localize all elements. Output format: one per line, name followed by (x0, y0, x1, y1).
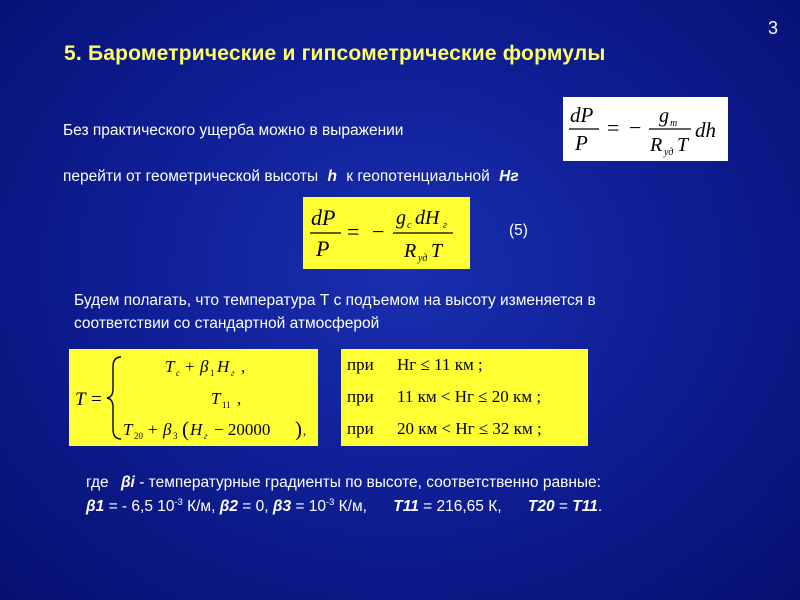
condition-1: Hг ≤ 11 км ; (397, 355, 483, 374)
beta-1-unit: К/м, (187, 498, 216, 516)
formula-dp-dh-svg (563, 97, 728, 161)
t20-reference: T11 (572, 498, 598, 516)
svg-text:T: T (165, 357, 175, 376)
beta-3-exponent: -3 (326, 497, 335, 507)
svg-text:dP: dP (311, 205, 336, 230)
svg-text:г: г (231, 368, 235, 378)
t20-symbol: T20 (527, 498, 555, 516)
slide-number: 3 (767, 18, 778, 38)
svg-text:г: г (204, 431, 208, 441)
conditions-box (341, 349, 588, 446)
svg-text:dP: dP (570, 103, 594, 127)
condition-3: 20 км < Hг ≤ 32 км ; (397, 419, 542, 438)
svg-text:dH: dH (415, 207, 440, 229)
svg-text:11: 11 (222, 400, 231, 410)
formula-dp-dh (563, 97, 728, 161)
svg-text:,: , (237, 389, 242, 408)
beta-i-symbol: βi (120, 474, 135, 491)
svg-text:β: β (163, 420, 172, 439)
condition-word-1: при (347, 355, 374, 374)
slide-title: 5. Барометрические и гипсометрические формулы (64, 42, 606, 65)
footnote-line-2 (86, 497, 602, 516)
svg-text:уд: уд (418, 253, 428, 264)
intro-line-2-mid: к геопотенциальной (346, 168, 490, 185)
beta-1-value: = - 6,5 10 (108, 498, 175, 516)
intro-line-2 (63, 168, 519, 186)
beta-3-value: = 10 (295, 498, 327, 516)
formula-piecewise-t (69, 349, 318, 446)
formula-5 (303, 197, 470, 269)
svg-text:c: c (407, 220, 412, 231)
svg-text:1: 1 (210, 368, 215, 378)
svg-text:T: T (431, 240, 443, 262)
svg-text:H: H (217, 357, 230, 376)
svg-text:=: = (607, 115, 620, 140)
condition-2: 11 км < Hг ≤ 20 км ; (397, 387, 542, 406)
intro-line-2-start: перейти от геометрической высоты (63, 168, 319, 185)
svg-text:): ) (295, 417, 302, 441)
svg-text:c: c (176, 368, 180, 378)
svg-text:=: = (347, 219, 360, 244)
equation-number-5: (5) (509, 222, 528, 239)
svg-text:=: = (91, 389, 102, 410)
intro-line-1: Без практического ущерба можно в выражении (63, 122, 404, 139)
svg-text:(: ( (182, 417, 189, 441)
svg-text:m: m (670, 118, 678, 129)
t20-equals: = (558, 498, 568, 516)
assumption-line-2: соответствии со стандартной атмосферой (74, 315, 380, 332)
svg-text:P: P (575, 131, 588, 155)
svg-text:R: R (650, 134, 663, 156)
beta-2-symbol: β2 (219, 498, 238, 516)
t11-symbol: T11 (393, 498, 419, 516)
svg-text:g: g (659, 105, 669, 127)
beta-1-symbol: β1 (86, 498, 105, 516)
svg-text:− 20000: − 20000 (214, 420, 271, 439)
svg-text:T: T (677, 134, 689, 156)
formula-piecewise-t-svg (69, 349, 318, 446)
footnote-description: - температурные градиенты по высоте, соответственно равные: (139, 474, 601, 491)
svg-text:P: P (316, 236, 330, 261)
beta-3-symbol: β3 (272, 498, 292, 516)
svg-text:уд: уд (664, 147, 674, 158)
svg-text:+: + (185, 357, 195, 376)
svg-text:T: T (123, 420, 133, 439)
svg-text:−: − (372, 219, 385, 244)
svg-text:g: g (396, 207, 406, 229)
svg-text:,: , (303, 423, 307, 438)
svg-text:+: + (148, 420, 158, 439)
h-symbol: h (327, 168, 337, 185)
svg-text:T: T (75, 389, 86, 410)
svg-text:−: − (629, 115, 642, 140)
svg-text:,: , (241, 357, 246, 376)
t11-value: = 216,65 К, (423, 498, 502, 516)
footnote-line-1 (86, 474, 601, 492)
svg-text:3: 3 (173, 431, 178, 441)
condition-word-3: при (347, 419, 374, 438)
svg-text:H: H (190, 420, 203, 439)
svg-text:R: R (404, 240, 417, 262)
hg-symbol: Нг (499, 168, 519, 185)
t20-end: . (597, 498, 603, 516)
svg-text:20: 20 (134, 431, 143, 441)
svg-text:г: г (443, 220, 447, 231)
footnote-where: где (86, 474, 109, 491)
condition-word-2: при (347, 387, 374, 406)
beta-2-value: = 0, (242, 498, 269, 516)
beta-1-exponent: -3 (174, 497, 183, 507)
beta-3-unit: К/м, (338, 498, 367, 516)
formula-5-svg (303, 197, 470, 269)
svg-text:β: β (200, 357, 209, 376)
svg-text:T: T (211, 389, 221, 408)
svg-text:dh: dh (695, 118, 716, 142)
assumption-line-1: Будем полагать, что температура Т с подъемом на высоту изменяется в (74, 292, 596, 309)
